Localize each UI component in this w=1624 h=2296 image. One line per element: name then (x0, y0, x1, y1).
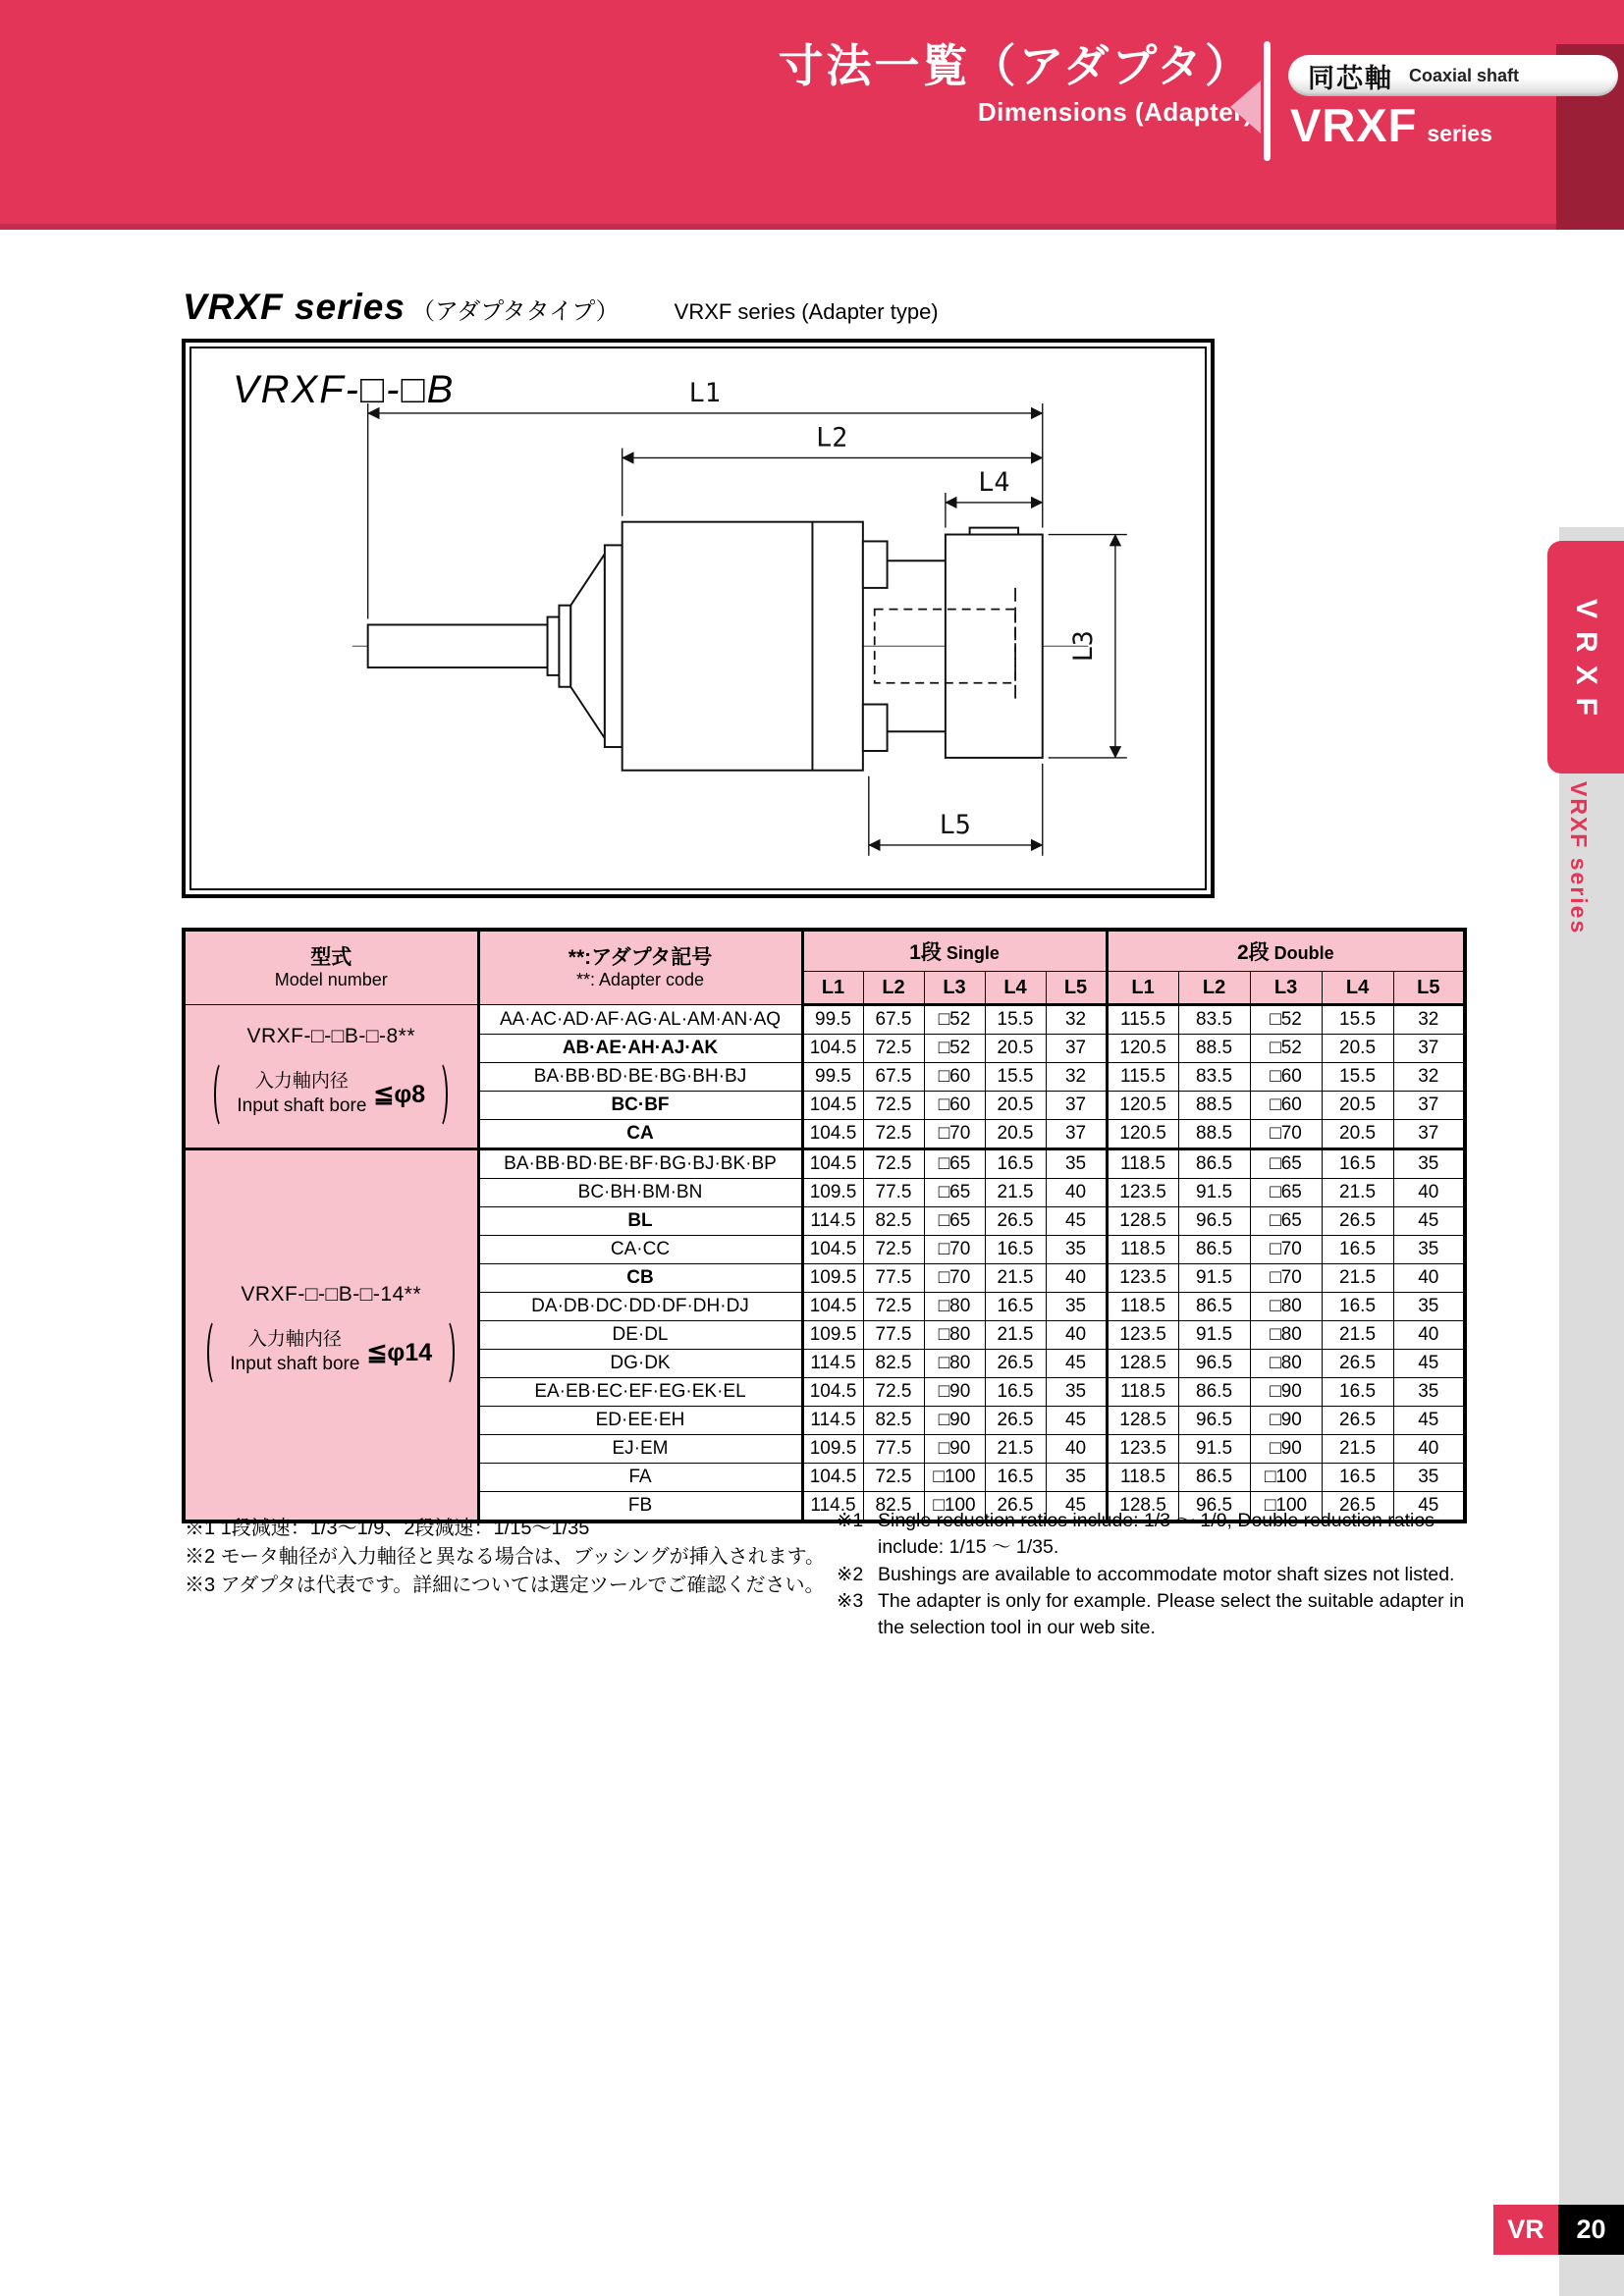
dim-value-single-l2: 72.5 (863, 1035, 924, 1063)
dim-value-single-l1: 104.5 (802, 1293, 863, 1321)
series-name-main: VRXF (1290, 99, 1418, 151)
dim-value-single-l4: 15.5 (985, 1005, 1046, 1035)
dim-value-single-l2: 82.5 (863, 1207, 924, 1236)
note-text: Bushings are available to accommodate motor shaft sizes not listed. (878, 1563, 1455, 1585)
adapter-codes: BC·BH·BM·BN (478, 1179, 802, 1207)
dim-value-double-l5: 35 (1393, 1464, 1465, 1492)
dim-value-double-l1: 123.5 (1107, 1435, 1178, 1464)
dimension-drawing-box (182, 339, 1215, 898)
dim-value-single-l3: □80 (924, 1321, 985, 1350)
header-model-jp: 型式 (310, 945, 352, 969)
dim-value-double-l4: 16.5 (1322, 1378, 1393, 1407)
technical-drawing (339, 354, 1193, 889)
dim-value-double-l3: □100 (1250, 1464, 1322, 1492)
dim-value-single-l2: 72.5 (863, 1092, 924, 1120)
header-single-en: Single (946, 943, 1000, 963)
dim-value-single-l3: □70 (924, 1264, 985, 1293)
dim-value-double-l5: 35 (1393, 1236, 1465, 1264)
dim-value-double-l3: □65 (1250, 1207, 1322, 1236)
dim-value-single-l3: □90 (924, 1435, 985, 1464)
adapter-codes: FA (478, 1464, 802, 1492)
adapter-codes: AB·AE·AH·AJ·AK (478, 1035, 802, 1063)
dim-value-single-l2: 77.5 (863, 1179, 924, 1207)
header-dim-l5: L5 (1393, 972, 1465, 1005)
dim-value-single-l5: 35 (1046, 1378, 1107, 1407)
dim-value-double-l4: 20.5 (1322, 1092, 1393, 1120)
dim-value-double-l3: □80 (1250, 1321, 1322, 1350)
dim-value-single-l1: 114.5 (802, 1207, 863, 1236)
dim-value-single-l3: □80 (924, 1350, 985, 1378)
note-line-en (837, 1588, 1489, 1642)
dim-value-single-l1: 109.5 (802, 1264, 863, 1293)
dim-value-single-l5: 35 (1046, 1236, 1107, 1264)
dim-value-single-l4: 16.5 (985, 1236, 1046, 1264)
dim-value-single-l4: 21.5 (985, 1435, 1046, 1464)
dim-value-single-l4: 16.5 (985, 1149, 1046, 1179)
dim-value-double-l4: 26.5 (1322, 1492, 1393, 1522)
dim-value-double-l2: 91.5 (1178, 1264, 1250, 1293)
dim-value-single-l4: 21.5 (985, 1264, 1046, 1293)
dim-value-double-l3: □60 (1250, 1063, 1322, 1092)
dim-value-double-l2: 91.5 (1178, 1179, 1250, 1207)
dim-value-double-l1: 128.5 (1107, 1407, 1178, 1435)
shaft-type-jp: 同芯軸 (1308, 63, 1393, 93)
shaft-type-en: Coaxial shaft (1409, 65, 1520, 85)
bracket-right (430, 1060, 448, 1129)
dim-value-single-l1: 104.5 (802, 1378, 863, 1407)
dim-value-single-l1: 104.5 (802, 1236, 863, 1264)
dim-value-double-l4: 21.5 (1322, 1321, 1393, 1350)
dim-value-single-l3: □70 (924, 1236, 985, 1264)
header-dim-l3: L3 (1250, 972, 1322, 1005)
note-text: The adapter is only for example. Please select the suitable adapter in the selection tool in our web site. (878, 1589, 1465, 1639)
page-number-text: 20 (1576, 2215, 1606, 2244)
dim-value-single-l5: 40 (1046, 1179, 1107, 1207)
header-dim-l2: L2 (863, 972, 924, 1005)
dimension-table-body (184, 1005, 1465, 1522)
page-group-tag (1493, 2205, 1558, 2255)
model-group-cell (184, 1005, 478, 1149)
note-line-jp: ※1 1段減速：1/3～1/9、2段減速：1/15～1/35 (185, 1518, 590, 1539)
dim-value-double-l2: 88.5 (1178, 1035, 1250, 1063)
header-divider (1264, 41, 1271, 161)
dim-value-double-l4: 21.5 (1322, 1435, 1393, 1464)
dim-value-single-l4: 15.5 (985, 1063, 1046, 1092)
dim-value-single-l3: □80 (924, 1293, 985, 1321)
dim-value-double-l1: 115.5 (1107, 1063, 1178, 1092)
input-shaft-bore (186, 1318, 477, 1387)
dim-value-single-l4: 21.5 (985, 1179, 1046, 1207)
dim-value-single-l2: 77.5 (863, 1321, 924, 1350)
dim-value-double-l1: 118.5 (1107, 1149, 1178, 1179)
dim-value-single-l2: 72.5 (863, 1149, 924, 1179)
bore-text: 入力軸内径 Input shaft bore (237, 1070, 367, 1116)
dim-value-double-l3: □90 (1250, 1378, 1322, 1407)
dim-value-double-l5: 40 (1393, 1264, 1465, 1293)
adapter-codes: EJ·EM (478, 1435, 802, 1464)
section-title-jp: （アダプタタイプ） (410, 298, 620, 325)
header-double (1107, 930, 1465, 972)
dim-value-double-l3: □100 (1250, 1492, 1322, 1522)
dim-value-single-l1: 104.5 (802, 1120, 863, 1149)
dim-value-double-l5: 35 (1393, 1293, 1465, 1321)
dim-value-single-l3: □100 (924, 1464, 985, 1492)
dim-value-single-l3: □52 (924, 1005, 985, 1035)
section-title-name: VRXF series (183, 287, 406, 327)
dim-value-double-l3: □80 (1250, 1293, 1322, 1321)
adapter-codes: ED·EE·EH (478, 1407, 802, 1435)
dim-value-double-l4: 16.5 (1322, 1236, 1393, 1264)
header-adapter-en: **: Adapter code (575, 969, 705, 989)
bracket-left (207, 1318, 225, 1387)
dim-value-double-l3: □60 (1250, 1092, 1322, 1120)
adapter-codes: BL (478, 1207, 802, 1236)
dim-value-single-l4: 26.5 (985, 1207, 1046, 1236)
dim-value-single-l2: 72.5 (863, 1378, 924, 1407)
header-dim-l4: L4 (985, 972, 1046, 1005)
dim-value-double-l1: 118.5 (1107, 1378, 1178, 1407)
dim-value-single-l2: 67.5 (863, 1063, 924, 1092)
dim-value-double-l1: 118.5 (1107, 1236, 1178, 1264)
dim-value-double-l3: □65 (1250, 1149, 1322, 1179)
dim-value-double-l5: 40 (1393, 1179, 1465, 1207)
dim-value-single-l4: 16.5 (985, 1464, 1046, 1492)
dim-value-double-l1: 120.5 (1107, 1035, 1178, 1063)
header-dim-l5: L5 (1046, 972, 1107, 1005)
dim-value-single-l3: □90 (924, 1378, 985, 1407)
adapter-codes: DA·DB·DC·DD·DF·DH·DJ (478, 1293, 802, 1321)
header-model-en: Model number (274, 969, 388, 989)
adapter-codes: CB (478, 1264, 802, 1293)
adapter-codes: CA (478, 1120, 802, 1149)
dim-value-single-l5: 40 (1046, 1264, 1107, 1293)
notes-english (837, 1508, 1489, 1641)
dim-value-double-l2: 86.5 (1178, 1293, 1250, 1321)
sidebar-series-label: VRXF series (1566, 781, 1592, 935)
dim-label-l4: L4 (978, 467, 1010, 499)
dim-value-single-l2: 72.5 (863, 1236, 924, 1264)
dim-value-double-l2: 96.5 (1178, 1207, 1250, 1236)
dim-value-double-l5: 40 (1393, 1435, 1465, 1464)
dim-value-single-l5: 45 (1046, 1207, 1107, 1236)
dim-value-double-l3: □70 (1250, 1236, 1322, 1264)
dim-value-single-l2: 72.5 (863, 1464, 924, 1492)
dim-value-single-l3: □90 (924, 1407, 985, 1435)
dim-value-single-l5: 35 (1046, 1149, 1107, 1179)
dim-value-double-l5: 35 (1393, 1149, 1465, 1179)
dim-value-double-l2: 96.5 (1178, 1492, 1250, 1522)
dim-value-single-l5: 32 (1046, 1063, 1107, 1092)
dim-value-single-l2: 72.5 (863, 1120, 924, 1149)
dim-value-single-l1: 109.5 (802, 1321, 863, 1350)
table-row (184, 1149, 1465, 1179)
table-row (184, 1005, 1465, 1035)
dim-value-double-l4: 21.5 (1322, 1179, 1393, 1207)
shaft-type-tag (1288, 55, 1618, 96)
dim-value-double-l2: 83.5 (1178, 1063, 1250, 1092)
dim-value-single-l1: 114.5 (802, 1350, 863, 1378)
dim-value-double-l1: 128.5 (1107, 1207, 1178, 1236)
dim-value-single-l2: 77.5 (863, 1264, 924, 1293)
notes-japanese (185, 1515, 825, 1600)
dim-value-double-l1: 123.5 (1107, 1179, 1178, 1207)
note-line-en (837, 1562, 1489, 1588)
dim-value-single-l5: 45 (1046, 1350, 1107, 1378)
dimension-table (182, 928, 1467, 1523)
dim-value-single-l4: 16.5 (985, 1293, 1046, 1321)
dim-value-double-l2: 91.5 (1178, 1321, 1250, 1350)
dim-value-double-l5: 45 (1393, 1492, 1465, 1522)
dim-value-single-l5: 37 (1046, 1092, 1107, 1120)
dim-value-double-l4: 20.5 (1322, 1035, 1393, 1063)
dim-value-double-l3: □52 (1250, 1005, 1322, 1035)
dimension-drawing-inner (189, 347, 1207, 890)
dim-value-single-l1: 109.5 (802, 1435, 863, 1464)
note-line-jp: ※3 アダプタは代表です。詳細については選定ツールでご確認ください。 (185, 1575, 825, 1596)
dim-value-single-l4: 26.5 (985, 1407, 1046, 1435)
dim-value-double-l2: 96.5 (1178, 1350, 1250, 1378)
dim-value-double-l1: 118.5 (1107, 1464, 1178, 1492)
header-single-jp: 1段 (909, 941, 942, 964)
dim-value-single-l4: 26.5 (985, 1492, 1046, 1522)
dim-value-single-l5: 45 (1046, 1407, 1107, 1435)
sidebar-tab-label: VRXF (1570, 598, 1602, 728)
note-text: Single reduction ratios include: 1/3 ～ 1/9, Double reduction ratios include: 1/15 ～ 1/35. (878, 1510, 1435, 1559)
note-line-en (837, 1508, 1489, 1562)
bracket-right (437, 1318, 455, 1387)
dim-value-double-l3: □70 (1250, 1120, 1322, 1149)
dim-value-single-l2: 67.5 (863, 1005, 924, 1035)
section-title (183, 287, 939, 328)
dim-value-double-l5: 35 (1393, 1378, 1465, 1407)
dim-value-single-l2: 82.5 (863, 1350, 924, 1378)
page-title-en: Dimensions (Adapter) (977, 96, 1253, 127)
header-dim-l1: L1 (802, 972, 863, 1005)
dim-value-double-l1: 123.5 (1107, 1264, 1178, 1293)
section-title-en: VRXF series (Adapter type) (674, 299, 939, 324)
dim-value-single-l1: 114.5 (802, 1407, 863, 1435)
adapter-codes: FB (478, 1492, 802, 1522)
bore-text: 入力軸内径 Input shaft bore (230, 1329, 360, 1374)
dim-value-double-l2: 91.5 (1178, 1435, 1250, 1464)
dim-value-single-l5: 37 (1046, 1120, 1107, 1149)
model-group-cell (184, 1149, 478, 1522)
adapter-codes: AA·AC·AD·AF·AG·AL·AM·AN·AQ (478, 1005, 802, 1035)
drawing-model-label: VRXF-□-□B (233, 368, 456, 411)
dim-value-single-l3: □65 (924, 1149, 985, 1179)
header-model (184, 930, 478, 1005)
page-group-text: VR (1507, 2215, 1544, 2244)
dim-value-double-l1: 128.5 (1107, 1492, 1178, 1522)
header-double-jp: 2段 (1236, 941, 1270, 964)
dim-value-double-l3: □52 (1250, 1035, 1322, 1063)
dim-value-double-l2: 88.5 (1178, 1120, 1250, 1149)
dim-value-single-l3: □52 (924, 1035, 985, 1063)
dim-value-double-l2: 86.5 (1178, 1236, 1250, 1264)
header-dim-l4: L4 (1322, 972, 1393, 1005)
dim-value-double-l2: 83.5 (1178, 1005, 1250, 1035)
dim-value-double-l3: □90 (1250, 1407, 1322, 1435)
adapter-codes: BC·BF (478, 1092, 802, 1120)
dim-value-single-l1: 104.5 (802, 1035, 863, 1063)
adapter-codes: BA·BB·BD·BE·BF·BG·BJ·BK·BP (478, 1149, 802, 1179)
dim-value-single-l5: 45 (1046, 1492, 1107, 1522)
dim-value-double-l1: 120.5 (1107, 1120, 1178, 1149)
dim-label-l1: L1 (688, 378, 721, 409)
dim-value-single-l3: □70 (924, 1120, 985, 1149)
dim-value-single-l2: 82.5 (863, 1492, 924, 1522)
input-shaft-bore (186, 1060, 477, 1129)
dim-value-single-l5: 35 (1046, 1464, 1107, 1492)
adapter-codes: CA·CC (478, 1236, 802, 1264)
dim-value-single-l5: 40 (1046, 1435, 1107, 1464)
dim-value-single-l3: □60 (924, 1092, 985, 1120)
dim-value-single-l3: □60 (924, 1063, 985, 1092)
dim-value-double-l3: □70 (1250, 1264, 1322, 1293)
dim-value-double-l4: 26.5 (1322, 1407, 1393, 1435)
note-mark: ※1 (837, 1510, 864, 1531)
dim-value-double-l1: 123.5 (1107, 1321, 1178, 1350)
header-double-en: Double (1273, 943, 1334, 963)
model-number: VRXF-□-□B-□-8** (246, 1024, 416, 1047)
dim-value-double-l3: □80 (1250, 1350, 1322, 1378)
adapter-codes: DE·DL (478, 1321, 802, 1350)
dim-value-double-l4: 16.5 (1322, 1464, 1393, 1492)
dim-value-double-l2: 86.5 (1178, 1464, 1250, 1492)
model-number: VRXF-□-□B-□-14** (241, 1283, 422, 1306)
dim-value-double-l5: 40 (1393, 1321, 1465, 1350)
dim-value-double-l5: 45 (1393, 1207, 1465, 1236)
header-adapter-jp: **:アダプタ記号 (568, 945, 713, 969)
dim-value-single-l2: 77.5 (863, 1435, 924, 1464)
dim-value-double-l1: 118.5 (1107, 1293, 1178, 1321)
dim-value-double-l5: 32 (1393, 1005, 1465, 1035)
dim-value-single-l1: 104.5 (802, 1149, 863, 1179)
series-name (1290, 98, 1492, 152)
dim-value-double-l4: 21.5 (1322, 1264, 1393, 1293)
series-name-suffix: series (1427, 121, 1492, 146)
dim-value-double-l2: 86.5 (1178, 1149, 1250, 1179)
dim-value-single-l4: 20.5 (985, 1092, 1046, 1120)
page-title (778, 41, 1253, 128)
dim-value-double-l2: 86.5 (1178, 1378, 1250, 1407)
dim-value-double-l5: 37 (1393, 1035, 1465, 1063)
header-dim-l1: L1 (1107, 972, 1178, 1005)
note-line-jp: ※2 モータ軸径が入力軸径と異なる場合は、ブッシングが挿入されます。 (185, 1546, 825, 1568)
header-dim-l2: L2 (1178, 972, 1250, 1005)
left-arrow-icon (1230, 80, 1261, 133)
dim-value-double-l1: 115.5 (1107, 1005, 1178, 1035)
page-title-jp: 寸法一覧（アダプタ） (778, 40, 1253, 91)
dim-value-single-l5: 40 (1046, 1321, 1107, 1350)
dim-value-double-l4: 26.5 (1322, 1350, 1393, 1378)
dim-value-single-l3: □65 (924, 1179, 985, 1207)
adapter-codes: DG·DK (478, 1350, 802, 1378)
dim-value-single-l5: 32 (1046, 1005, 1107, 1035)
dim-label-l3: L3 (1068, 630, 1100, 663)
adapter-codes: BA·BB·BD·BE·BG·BH·BJ (478, 1063, 802, 1092)
dim-value-single-l1: 114.5 (802, 1492, 863, 1522)
dim-value-single-l5: 35 (1046, 1293, 1107, 1321)
dim-value-double-l5: 37 (1393, 1120, 1465, 1149)
dim-label-l5: L5 (939, 810, 971, 841)
dim-value-double-l5: 45 (1393, 1350, 1465, 1378)
header-dim-l3: L3 (924, 972, 985, 1005)
dim-value-single-l3: □65 (924, 1207, 985, 1236)
note-mark: ※3 (837, 1589, 864, 1612)
bracket-left (214, 1060, 232, 1129)
dim-value-single-l1: 99.5 (802, 1063, 863, 1092)
adapter-codes: EA·EB·EC·EF·EG·EK·EL (478, 1378, 802, 1407)
dim-value-single-l1: 104.5 (802, 1092, 863, 1120)
dim-value-double-l5: 32 (1393, 1063, 1465, 1092)
dim-value-double-l3: □65 (1250, 1179, 1322, 1207)
bore-limit: ≦φ14 (366, 1339, 433, 1366)
dim-value-double-l5: 37 (1393, 1092, 1465, 1120)
dim-value-double-l2: 96.5 (1178, 1407, 1250, 1435)
dim-value-single-l5: 37 (1046, 1035, 1107, 1063)
bore-limit: ≦φ8 (373, 1080, 426, 1108)
dim-value-double-l4: 15.5 (1322, 1063, 1393, 1092)
dim-value-single-l4: 16.5 (985, 1378, 1046, 1407)
dim-value-double-l1: 120.5 (1107, 1092, 1178, 1120)
dim-value-double-l4: 15.5 (1322, 1005, 1393, 1035)
dim-value-single-l4: 20.5 (985, 1035, 1046, 1063)
dim-value-double-l4: 16.5 (1322, 1293, 1393, 1321)
note-mark: ※2 (837, 1563, 864, 1585)
dim-value-double-l4: 20.5 (1322, 1120, 1393, 1149)
page-number-tag (1558, 2205, 1624, 2255)
sidebar-tab-vrxf[interactable] (1547, 541, 1624, 774)
dim-value-double-l3: □90 (1250, 1435, 1322, 1464)
dim-value-single-l1: 109.5 (802, 1179, 863, 1207)
dim-value-single-l2: 82.5 (863, 1407, 924, 1435)
dim-value-double-l2: 88.5 (1178, 1092, 1250, 1120)
header-adapter-code (478, 930, 802, 1005)
dim-value-double-l4: 26.5 (1322, 1207, 1393, 1236)
dim-value-single-l1: 99.5 (802, 1005, 863, 1035)
dim-value-single-l2: 72.5 (863, 1293, 924, 1321)
dim-value-single-l4: 26.5 (985, 1350, 1046, 1378)
dim-value-double-l4: 16.5 (1322, 1149, 1393, 1179)
dim-value-single-l4: 20.5 (985, 1120, 1046, 1149)
dim-value-single-l1: 104.5 (802, 1464, 863, 1492)
dim-value-single-l4: 21.5 (985, 1321, 1046, 1350)
dim-value-double-l1: 128.5 (1107, 1350, 1178, 1378)
dim-value-double-l5: 45 (1393, 1407, 1465, 1435)
header-single (802, 930, 1107, 972)
dim-value-single-l3: □100 (924, 1492, 985, 1522)
dim-label-l2: L2 (816, 422, 848, 454)
